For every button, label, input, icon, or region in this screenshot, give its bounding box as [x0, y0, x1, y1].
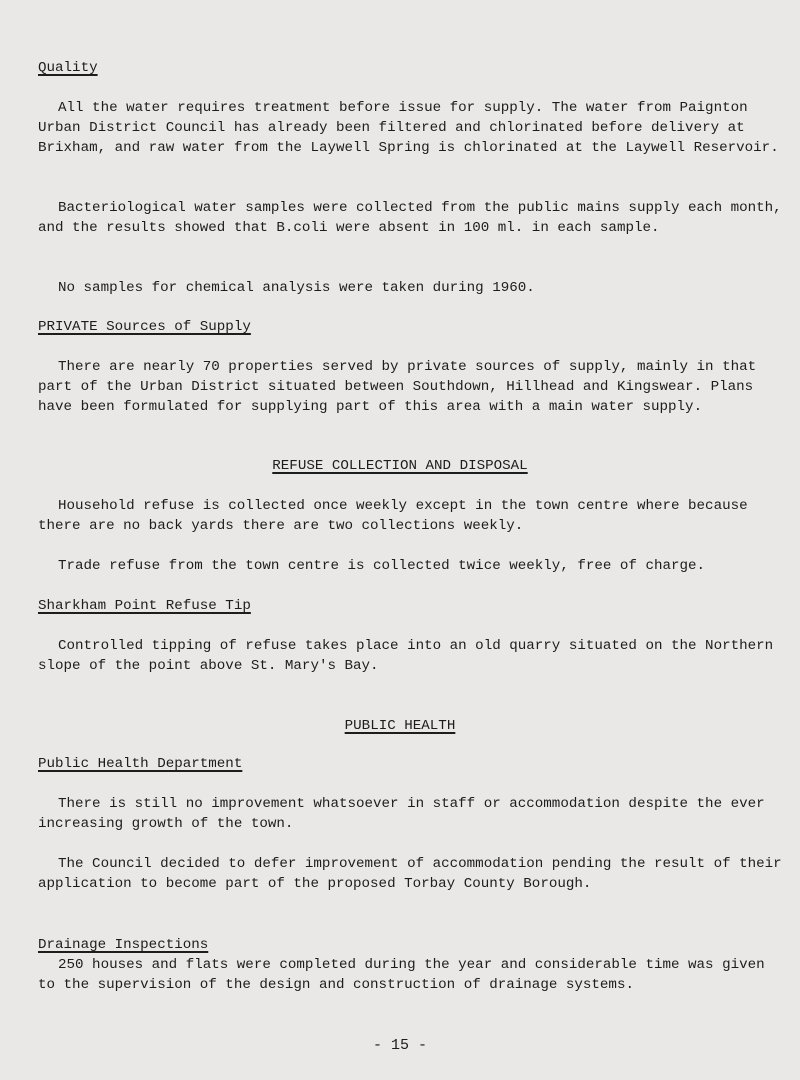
quality-paragraph-1: All the water requires treatment before issue for supply. The water from Paignton Urban District Council has already been filtered and chlorinated before delivery at Brixham, and raw water from the Laywell Spring is chlorinated at the Laywell Reservoir.: [38, 100, 779, 156]
quality-paragraph-2: Bacteriological water samples were collected from the public mains supply each month, and the results showed that B.coli were absent in 100 ml. in each sample.: [38, 200, 782, 236]
sharkham-heading: Sharkham Point Refuse Tip: [38, 598, 251, 614]
sharkham-paragraph: Controlled tipping of refuse takes place into an old quarry situated on the Northern slope of the point above St. Mary's Bay.: [38, 638, 774, 674]
page-number: - 15 -: [372, 1037, 427, 1054]
quality-paragraph-3: No samples for chemical analysis were taken during 1960.: [58, 280, 535, 296]
refuse-heading: REFUSE COLLECTION AND DISPOSAL: [272, 458, 528, 474]
refuse-paragraph-1: Household refuse is collected once weekly except in the town centre where because there are no back yards there are two collections weekly.: [38, 498, 748, 534]
quality-heading: Quality: [38, 60, 98, 76]
department-paragraph-1: There is still no improvement whatsoever in staff or accommodation despite the ever increasing growth of the town.: [38, 796, 765, 832]
drainage-paragraph: 250 houses and flats were completed during the year and considerable time was given to the supervision of the design and construction of drainage systems.: [38, 957, 765, 993]
drainage-heading: Drainage Inspections: [38, 937, 209, 953]
public-health-heading: PUBLIC HEALTH: [344, 718, 456, 734]
private-sources-paragraph: There are nearly 70 properties served by private sources of supply, mainly in that part of the Urban District situated between Southdown, Hillhead and Kingswear. Plans have been formulated for supplying part of this area with a main water supply.: [38, 359, 757, 415]
department-heading: Public Health Department: [38, 756, 243, 772]
private-sources-heading: PRIVATE Sources of Supply: [38, 319, 251, 335]
department-paragraph-2: The Council decided to defer improvement of accommodation pending the result of their application to become part of the proposed Torbay County Borough.: [38, 856, 782, 892]
refuse-paragraph-2: Trade refuse from the town centre is collected twice weekly, free of charge.: [58, 558, 706, 574]
